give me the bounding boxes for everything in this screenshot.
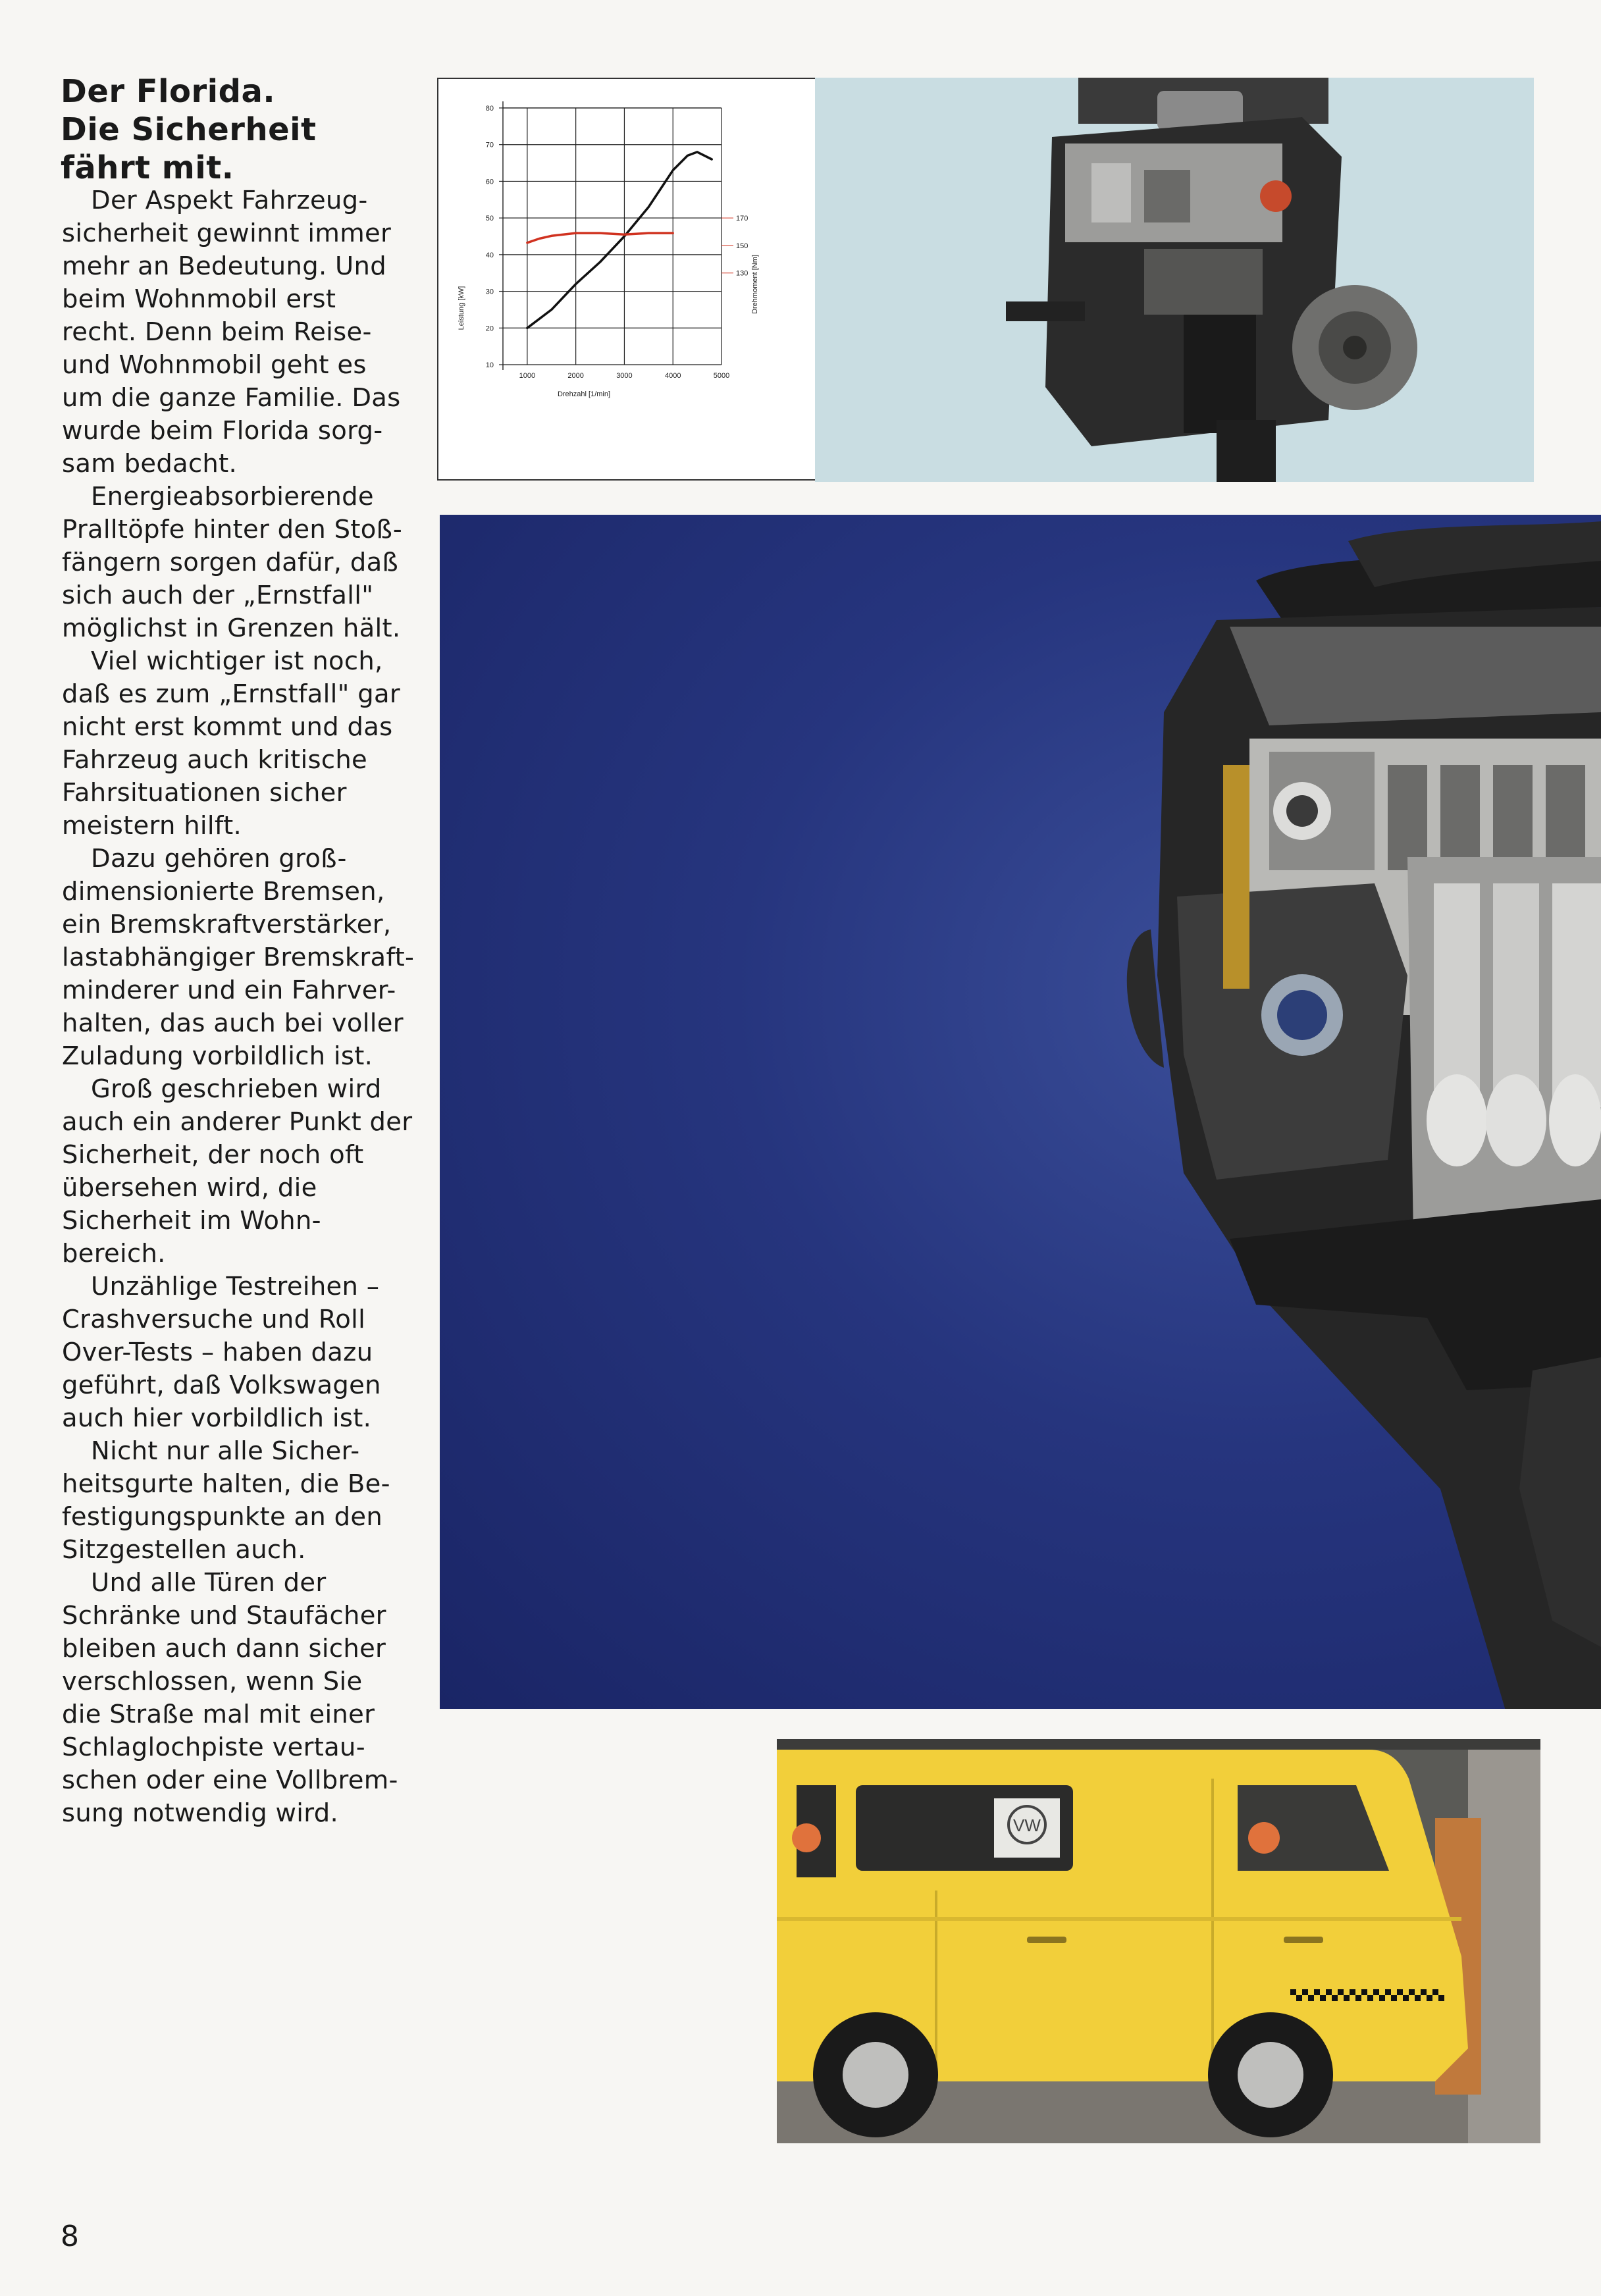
body-line: Unzählige Testreihen – (91, 1272, 380, 1301)
body-line: daß es zum „Ernstfall" gar (62, 679, 400, 709)
body-line: recht. Denn beim Reise- (62, 317, 372, 347)
page-heading (61, 72, 429, 187)
body-line: nicht erst kommt und das (62, 712, 393, 742)
chart-svg (438, 79, 824, 482)
marker-square (1391, 1995, 1397, 2001)
chart-y2-tick-label: 150 (736, 242, 748, 250)
body-line: Fahrsituationen sicher (62, 778, 347, 808)
body-line: sung notwendig wird. (62, 1798, 338, 1828)
body-line: Der Aspekt Fahrzeug- (91, 186, 368, 215)
chart-ticks (486, 105, 748, 380)
engine-photo-large (440, 515, 1601, 1709)
marker-square (1367, 1995, 1373, 2001)
chart-y-tick-label: 70 (485, 141, 494, 149)
marker-square (1302, 1989, 1308, 1995)
body-line: Groß geschrieben wird (91, 1074, 382, 1104)
body-line: festigungspunkte an den (62, 1502, 383, 1532)
body-line: ein Bremskraftverstärker, (62, 910, 392, 939)
body-line: Sitzgestellen auch. (62, 1535, 306, 1565)
marker-square (1344, 1995, 1350, 2001)
body-text (62, 184, 431, 1830)
body-line: Energieabsorbierende (91, 482, 374, 511)
body-line: Over-Tests – haben dazu (62, 1338, 373, 1367)
body-line: Crashversuche und Roll (62, 1305, 366, 1334)
marker-square (1397, 1989, 1403, 1995)
chart-grid (503, 101, 722, 370)
heading-line-2: Die Sicherheit (61, 111, 317, 148)
marker-square (1421, 1989, 1427, 1995)
van-crash-test-photo (777, 1739, 1540, 2143)
body-line: sam bedacht. (62, 449, 238, 479)
van-logo-text: VW (1013, 1815, 1041, 1835)
chart-y-tick-label: 10 (485, 361, 494, 369)
chart-x-tick-label: 3000 (616, 372, 633, 380)
marker-square (1409, 1989, 1415, 1995)
body-line: Nicht nur alle Sicher- (91, 1436, 360, 1466)
body-line: verschlossen, wenn Sie (62, 1667, 363, 1696)
body-line: Sicherheit, der noch oft (62, 1140, 364, 1170)
body-line: beim Wohnmobil erst (62, 284, 336, 314)
chart-y-tick-label: 50 (485, 215, 494, 223)
marker-square (1385, 1989, 1391, 1995)
chart-y-tick-label: 20 (485, 325, 494, 333)
body-line: auch ein anderer Punkt der (62, 1107, 413, 1137)
body-line: sich auch der „Ernstfall" (62, 581, 374, 610)
engine-photo-top (815, 78, 1534, 482)
marker-square (1373, 1989, 1379, 1995)
body-line: möglichst in Grenzen hält. (62, 613, 401, 643)
marker-square (1296, 1995, 1302, 2001)
body-line: bleiben auch dann sicher (62, 1634, 386, 1663)
body-line: halten, das auch bei voller (62, 1008, 404, 1038)
body-line: Pralltöpfe hinter den Stoß- (62, 515, 403, 544)
body-line: Schränke und Staufächer (62, 1601, 386, 1631)
body-line: heitsgurte halten, die Be- (62, 1469, 390, 1499)
body-line: geführt, daß Volkswagen (62, 1370, 381, 1400)
marker-square (1308, 1995, 1314, 2001)
marker-square (1332, 1995, 1338, 2001)
chart-y2-tick-label: 170 (736, 215, 748, 223)
chart-x-tick-label: 5000 (713, 372, 730, 380)
chart-y-tick-label: 80 (485, 105, 494, 113)
chart-x-axis-label: Drehzahl [1/min] (557, 390, 611, 398)
body-line: schen oder eine Vollbrem- (62, 1765, 398, 1795)
marker-square (1338, 1989, 1344, 1995)
chart-y-tick-label: 40 (485, 251, 494, 259)
marker-square (1427, 1995, 1432, 2001)
body-line: auch hier vorbildlich ist. (62, 1403, 372, 1433)
chart-x-tick-label: 1000 (519, 372, 536, 380)
body-line: minderer und ein Fahrver- (62, 976, 396, 1005)
marker-square (1415, 1995, 1421, 2001)
body-line: um die ganze Familie. Das (62, 383, 401, 413)
chart-y-tick-label: 30 (485, 288, 494, 296)
body-line: sicherheit gewinnt immer (62, 219, 392, 248)
marker-square (1314, 1989, 1320, 1995)
marker-square (1350, 1989, 1355, 1995)
body-line: dimensionierte Bremsen, (62, 877, 385, 906)
chart-y-tick-label: 60 (485, 178, 494, 186)
marker-square (1326, 1989, 1332, 1995)
chart-x-tick-label: 4000 (664, 372, 681, 380)
torque-curve (527, 233, 673, 243)
body-line: meistern hilft. (62, 811, 242, 841)
heading-line-1: Der Florida. (61, 73, 276, 110)
body-line: lastabhängiger Bremskraft- (62, 943, 415, 972)
body-line: die Straße mal mit einer (62, 1700, 375, 1729)
marker-square (1290, 1989, 1296, 1995)
body-line: Und alle Türen der (91, 1568, 327, 1598)
heading-line-3: fährt mit. (61, 149, 234, 186)
page-number: 8 (61, 2220, 79, 2253)
power-curve (527, 152, 712, 328)
chart-y2-axis-label: Drehmoment [Nm] (751, 255, 759, 314)
body-line: Schlaglochpiste vertau- (62, 1733, 365, 1762)
marker-square (1379, 1995, 1385, 2001)
body-line: Fahrzeug auch kritische (62, 745, 368, 775)
engine-illustration-large (440, 515, 1601, 1709)
body-line: Viel wichtiger ist noch, (91, 646, 383, 676)
body-line: mehr an Bedeutung. Und (62, 251, 386, 281)
body-line: Zuladung vorbildlich ist. (62, 1041, 373, 1071)
body-line: wurde beim Florida sorg- (62, 416, 383, 446)
chart-y2-tick-label: 130 (736, 269, 748, 278)
body-line: bereich. (62, 1239, 166, 1268)
engine-illustration-top (815, 78, 1534, 482)
body-line: Dazu gehören groß- (91, 844, 347, 874)
chart-y-axis-label: Leistung [kW] (458, 286, 465, 330)
van-illustration (777, 1739, 1540, 2143)
body-line: übersehen wird, die (62, 1173, 317, 1203)
marker-square (1320, 1995, 1326, 2001)
body-line: fängern sorgen dafür, daß (62, 548, 399, 577)
marker-square (1438, 1995, 1444, 2001)
chart-x-tick-label: 2000 (567, 372, 584, 380)
marker-square (1403, 1995, 1409, 2001)
body-line: Sicherheit im Wohn- (62, 1206, 321, 1236)
engine-performance-chart (437, 78, 823, 481)
body-line: und Wohnmobil geht es (62, 350, 367, 380)
chart-series (527, 152, 712, 328)
marker-square (1355, 1995, 1361, 2001)
marker-square (1432, 1989, 1438, 1995)
marker-square (1361, 1989, 1367, 1995)
